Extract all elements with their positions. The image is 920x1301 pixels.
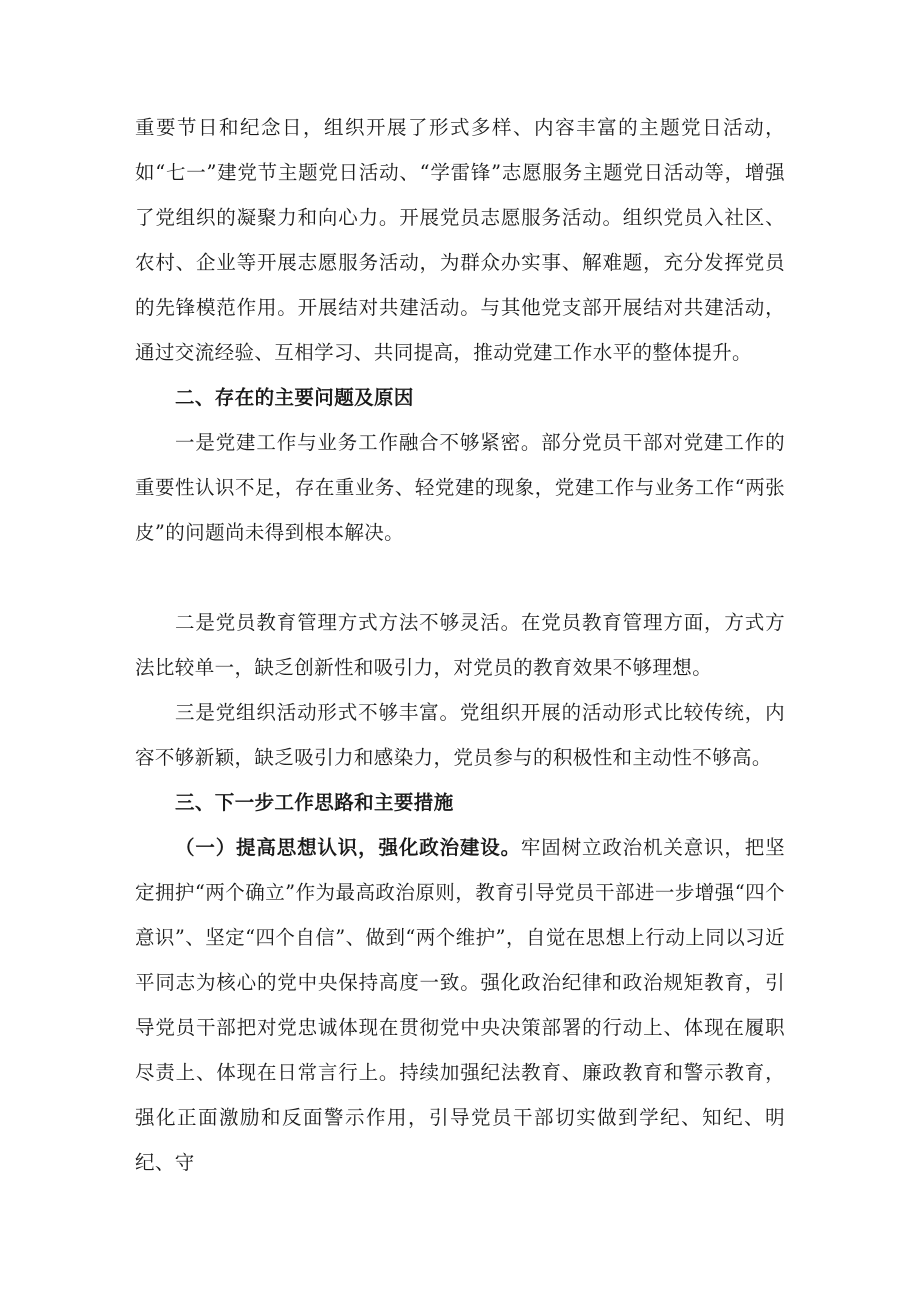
measure-lead-heading: （一）提高思想认识，强化政治建设。 — [175, 836, 521, 859]
body-paragraph-activities: 重要节日和纪念日，组织开展了形式多样、内容丰富的主题党日活动，如“七一”建党节主题党日活动、“学雷锋”志愿服务主题党日活动等，增强了党组织的凝聚力和向心力。开展党员志愿服务活动。组织党员入社区、农村、企业等开展志愿服务活动，为群众办实事、解难题，充分发挥党员的先锋模范作用。开展结对共建活动。与其他党支部开展结对共建活动，通过交流经验、互相学习、共同提高，推动党建工作水平的整体提升。 — [135, 116, 785, 364]
section-heading-measures: 三、下一步工作思路和主要措施 — [175, 791, 454, 814]
section-heading-problems: 二、存在的主要问题及原因 — [175, 386, 414, 409]
problem-paragraph-1: 一是党建工作与业务工作融合不够紧密。部分党员干部对党建工作的重要性认识不足，存在重业务、轻党建的现象，党建工作与业务工作“两张皮”的问题尚未得到根本解决。 — [135, 431, 785, 544]
problem-paragraph-3: 三是党组织活动形式不够丰富。党组织开展的活动形式比较传统，内容不够新颖，缺乏吸引力和感染力，党员参与的积极性和主动性不够高。 — [135, 701, 785, 769]
measure-paragraph-1 — [135, 825, 785, 1185]
problem-paragraph-2: 二是党员教育管理方式方法不够灵活。在党员教育管理方面，方式方法比较单一，缺乏创新性和吸引力，对党员的教育效果不够理想。 — [135, 611, 785, 679]
measure-body-text: 牢固树立政治机关意识，把坚定拥护“两个确立”作为最高政治原则，教育引导党员干部进一步增强“四个意识”、坚定“四个自信”、做到“两个维护”，自觉在思想上行动上同以习近平同志为核心的党中央保持高度一致。强化政治纪律和政治规矩教育，引导党员干部把对党忠诚体现在贯彻党中央决策部署的行动上、体现在履职尽责上、体现在日常言行上。持续加强纪法教育、廉政教育和警示教育，强化正面激励和反面警示作用，引导党员干部切实做到学纪、知纪、明纪、守 — [135, 836, 785, 1174]
